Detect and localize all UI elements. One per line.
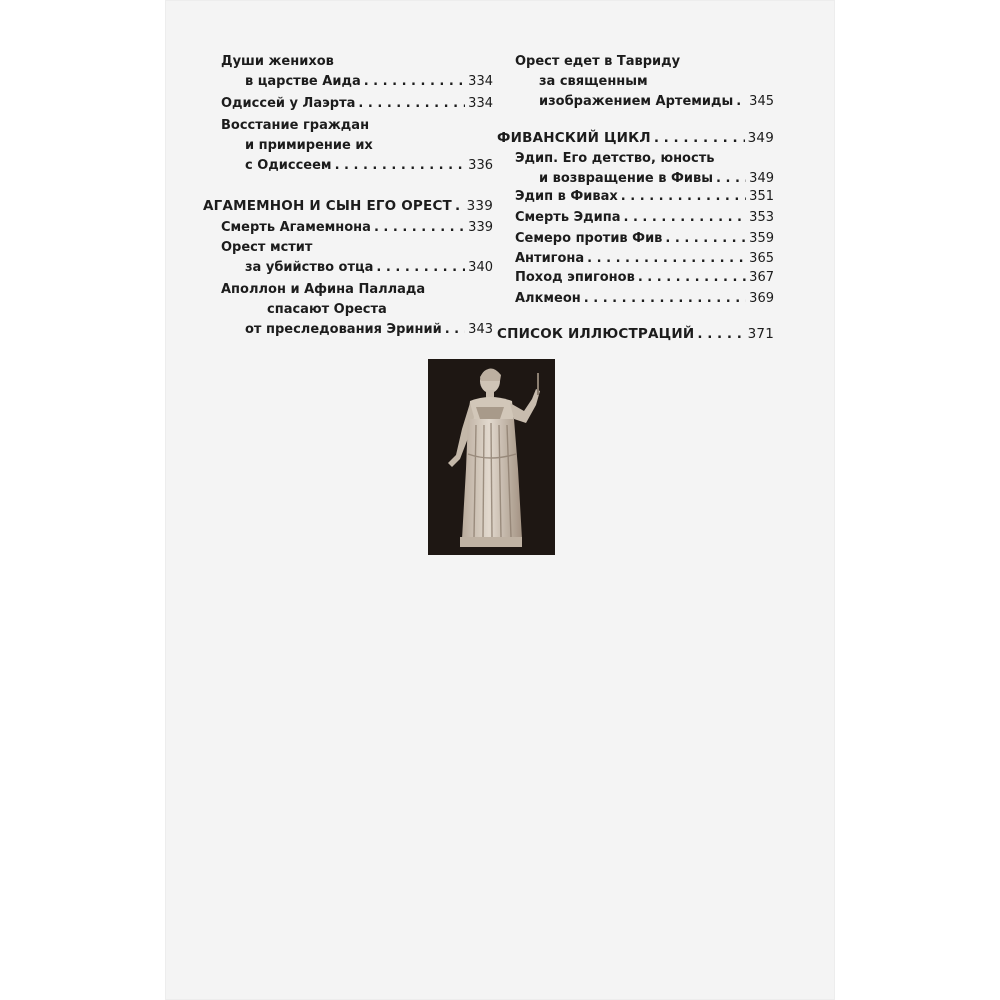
toc-entry-text: Орест мстит	[221, 240, 313, 255]
page-number: 340	[468, 260, 493, 275]
toc-entry-text: с Одиссеем	[245, 158, 332, 173]
page-number: 339	[468, 220, 493, 235]
toc-entry-text: Поход эпигонов	[515, 270, 635, 285]
toc-entry-souls[interactable]	[221, 52, 493, 92]
toc-entry-text: Орест едет в Тавриду	[515, 54, 681, 69]
toc-entry-revolt[interactable]	[221, 116, 493, 176]
page-number: 353	[749, 210, 774, 225]
leader-dots	[665, 229, 746, 249]
toc-entry-seven[interactable]	[515, 229, 774, 249]
leader-dots	[697, 324, 744, 344]
page-number: 369	[749, 291, 774, 306]
toc-entry-oedipus-death[interactable]	[515, 208, 774, 228]
toc-section-theban[interactable]	[497, 128, 774, 148]
toc-entry-text: в царстве Аида	[245, 74, 361, 89]
leader-dots	[374, 218, 465, 238]
page-number: 339	[466, 198, 493, 214]
toc-entry-text: от преследования Эриний	[245, 322, 442, 337]
toc-entry-text: Восстание граждан	[221, 118, 370, 133]
section-title: АГАМЕМНОН И СЫН ЕГО ОРЕСТ	[203, 198, 452, 214]
toc-entry-text: Алкмеон	[515, 291, 581, 306]
page-number: 334	[468, 96, 493, 111]
toc-entry-text: за священным	[539, 74, 648, 89]
page-number: 367	[749, 270, 774, 285]
leader-dots	[364, 72, 465, 92]
leader-dots	[335, 156, 466, 176]
page-number: 334	[468, 74, 493, 89]
toc-entry-text: Аполлон и Афина Паллада	[221, 282, 426, 297]
leader-dots	[654, 128, 745, 148]
athena-statue-image	[428, 359, 555, 555]
toc-entry-oedipus-youth[interactable]	[515, 149, 774, 189]
toc-entry-text: и примирение их	[245, 138, 373, 153]
leader-dots	[623, 208, 746, 228]
leader-dots	[736, 92, 746, 112]
toc-entry-text: Эдип в Фивах	[515, 189, 618, 204]
toc-entry-epigoni[interactable]	[515, 268, 774, 288]
leader-dots	[638, 268, 746, 288]
toc-entry-apollo[interactable]	[221, 280, 493, 340]
toc-entry-text: за убийство отца	[245, 260, 374, 275]
toc-entry-oedipus-thebes[interactable]	[515, 187, 774, 207]
page-number: 336	[468, 158, 493, 173]
leader-dots	[584, 289, 746, 309]
page-number: 343	[468, 322, 493, 337]
toc-entry-tauris[interactable]	[515, 52, 774, 112]
page-number: 359	[749, 231, 774, 246]
page-number: 371	[747, 326, 774, 342]
leader-dots	[445, 320, 465, 340]
toc-entry-text: Смерть Эдипа	[515, 210, 621, 225]
page-number: 351	[749, 189, 774, 204]
toc-entry-death-agamemnon[interactable]	[221, 218, 493, 238]
toc-entry-text: Эдип. Его детство, юность	[515, 151, 715, 166]
leader-dots	[621, 187, 746, 207]
toc-entry-text: Семеро против Фив	[515, 231, 663, 246]
toc-entry-laertes[interactable]	[221, 94, 493, 114]
toc-entry-alcmaeon[interactable]	[515, 289, 774, 309]
toc-entry-text: изображением Артемиды	[539, 94, 734, 109]
toc-entry-text: Одиссей у Лаэрта	[221, 96, 356, 111]
section-title: ФИВАНСКИЙ ЦИКЛ	[497, 130, 651, 146]
leader-dots	[716, 169, 746, 189]
statue-illustration	[428, 359, 555, 555]
toc-entry-revenge[interactable]	[221, 238, 493, 278]
toc-entry-text: и возвращение в Фивы	[539, 171, 714, 186]
section-title: СПИСОК ИЛЛЮСТРАЦИЙ	[497, 326, 695, 342]
toc-section-agamemnon[interactable]	[203, 196, 493, 216]
toc-entry-text: Антигона	[515, 251, 585, 266]
toc-section-illustrations[interactable]	[497, 324, 774, 344]
toc-entry-text: Души женихов	[221, 54, 334, 69]
toc-entry-text: спасают Ореста	[267, 302, 387, 317]
leader-dots	[358, 94, 465, 114]
page-number: 349	[747, 130, 774, 146]
page-number: 345	[749, 94, 774, 109]
toc-entry-text: Смерть Агамемнона	[221, 220, 371, 235]
leader-dots	[455, 196, 464, 216]
leader-dots	[587, 249, 746, 269]
leader-dots	[376, 258, 465, 278]
page-number: 365	[749, 251, 774, 266]
page-number: 349	[749, 171, 774, 186]
toc-entry-antigone[interactable]	[515, 249, 774, 269]
